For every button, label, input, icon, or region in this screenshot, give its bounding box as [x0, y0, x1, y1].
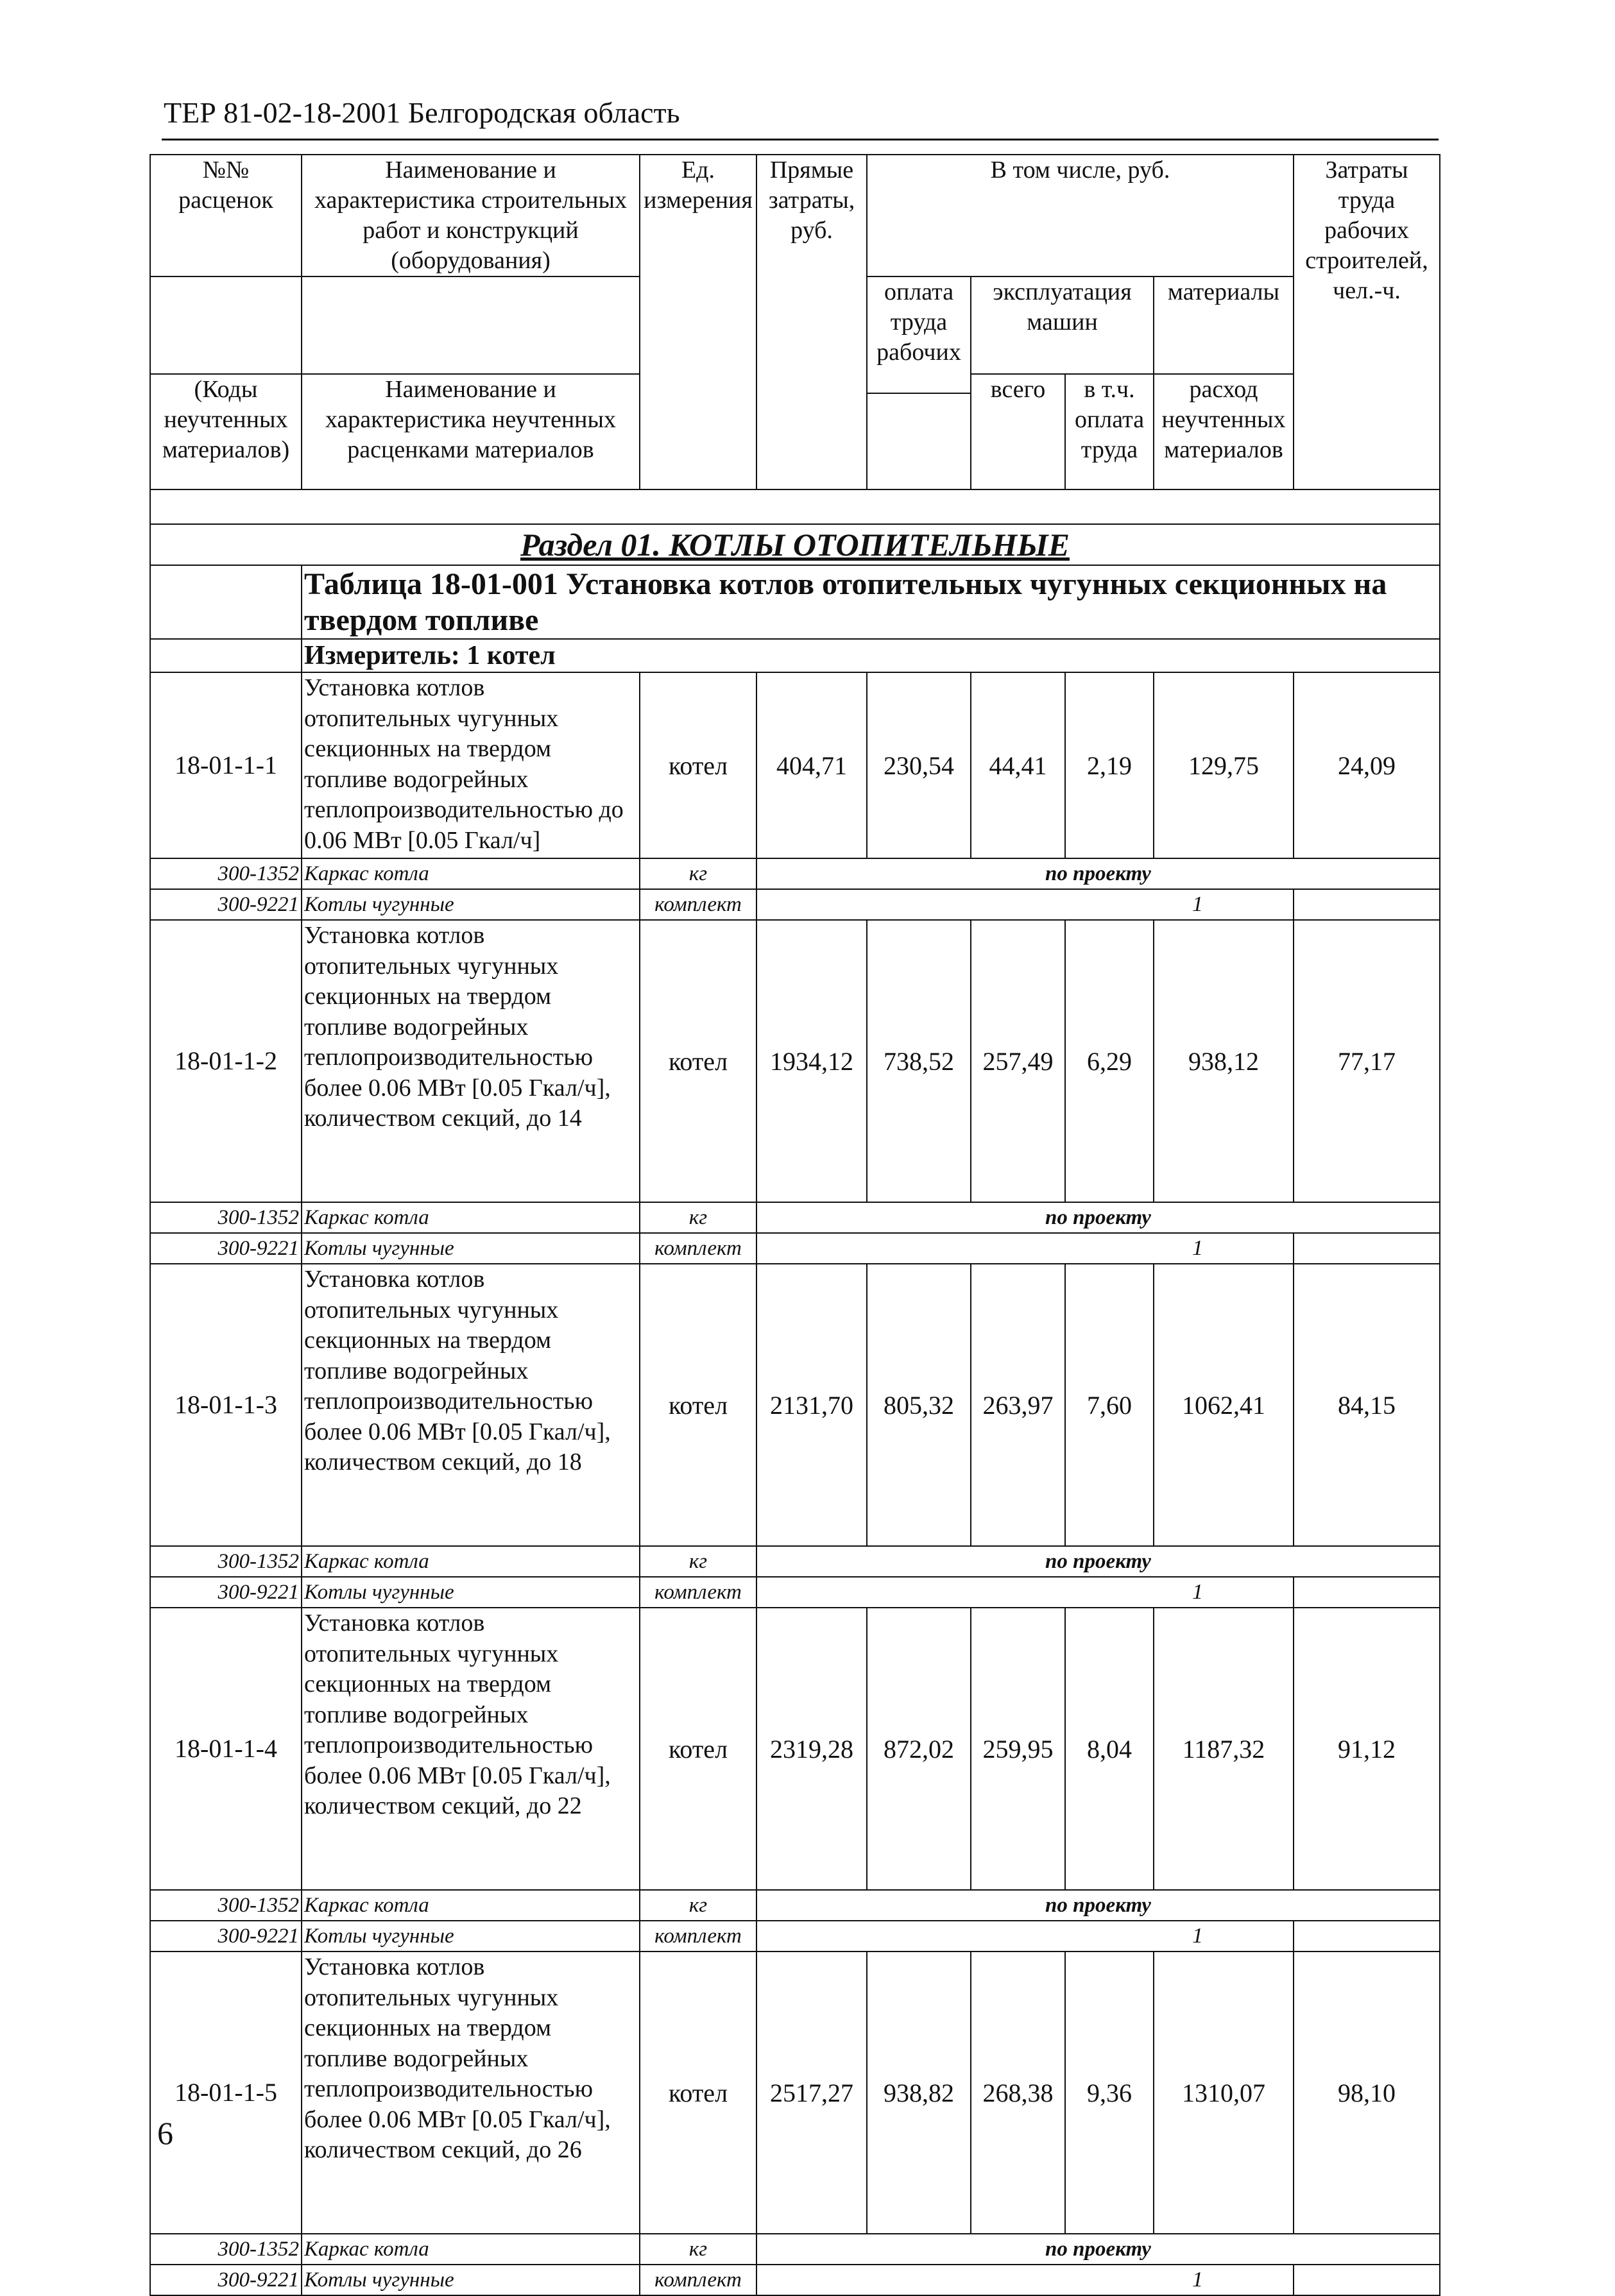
rate-materials: 129,75 — [1154, 672, 1294, 858]
rate-direct-cost: 2131,70 — [756, 1264, 867, 1546]
spacer-row — [150, 489, 1440, 524]
header-mat-names: Наименование и характеристика неучтенных расценками материалов — [302, 374, 640, 489]
header-unit: Ед. измерения — [640, 155, 756, 489]
material-code: 300-9221 — [150, 889, 302, 920]
material-name: Каркас котла — [302, 1202, 640, 1233]
material-value: 1 — [756, 2265, 1294, 2295]
rate-direct-cost: 2319,28 — [756, 1608, 867, 1890]
material-unit: комплект — [640, 1233, 756, 1264]
rate-machines-total: 263,97 — [971, 1264, 1065, 1546]
rate-materials: 1062,41 — [1154, 1264, 1294, 1546]
material-value: 1 — [756, 1577, 1294, 1608]
rate-machines-pay: 6,29 — [1065, 920, 1154, 1202]
material-value: 1 — [756, 889, 1294, 920]
header-labor: Затраты труда рабочих строителей, чел.-ч. — [1294, 155, 1440, 489]
page-header: ТЕР 81-02-18-2001 Белгородская область — [164, 96, 680, 129]
rate-labor-pay: 938,82 — [867, 1952, 971, 2234]
header-code-spacer — [150, 276, 302, 374]
material-row — [150, 858, 1440, 889]
rate-code: 18-01-1-4 — [150, 1608, 302, 1890]
table-row — [150, 1608, 1440, 1890]
material-code: 300-1352 — [150, 858, 302, 889]
material-row — [150, 1890, 1440, 1921]
rate-code: 18-01-1-1 — [150, 672, 302, 858]
material-value: 1 — [756, 1233, 1294, 1264]
material-code: 300-9221 — [150, 1921, 302, 1952]
material-unit: кг — [640, 1890, 756, 1921]
material-row — [150, 1921, 1440, 1952]
table-row — [150, 920, 1440, 1202]
rate-machines-pay: 9,36 — [1065, 1952, 1154, 2234]
rate-direct-cost: 404,71 — [756, 672, 867, 858]
rate-materials: 1310,07 — [1154, 1952, 1294, 2234]
rate-description: Установка котлов отопительных чугунных секционных на твердом топливе водогрейных теплопроизводительностью более 0.06 МВт [0.05 Гкал/ч], количеством секций, до 22 — [302, 1608, 640, 1890]
material-row — [150, 1546, 1440, 1577]
material-code: 300-1352 — [150, 1202, 302, 1233]
rate-labor-hours: 24,09 — [1294, 672, 1440, 858]
rate-unit: котел — [640, 672, 756, 858]
rate-description: Установка котлов отопительных чугунных секционных на твердом топливе водогрейных теплопроизводительностью более 0.06 МВт [0.05 Гкал/ч], количеством секций, до 14 — [302, 920, 640, 1202]
material-unit: комплект — [640, 1921, 756, 1952]
rate-description: Установка котлов отопительных чугунных секционных на твердом топливе водогрейных теплопроизводительностью более 0.06 МВт [0.05 Гкал/ч], количеством секций, до 18 — [302, 1264, 640, 1546]
rate-machines-total: 268,38 — [971, 1952, 1065, 2234]
header-total: всего — [971, 374, 1065, 489]
material-unit: кг — [640, 1202, 756, 1233]
header-materials: материалы — [1154, 276, 1294, 374]
header-incl: В том числе, руб. — [867, 155, 1294, 276]
rate-code: 18-01-1-3 — [150, 1264, 302, 1546]
material-value: по проекту — [756, 858, 1440, 889]
rate-labor-hours: 84,15 — [1294, 1264, 1440, 1546]
header-pay: оплата труда рабочих — [867, 276, 971, 393]
material-name: Котлы чугунные — [302, 1577, 640, 1608]
material-name: Котлы чугунные — [302, 1233, 640, 1264]
rate-description: Установка котлов отопительных чугунных секционных на твердом топливе водогрейных теплопроизводительностью до 0.06 МВт [0.05 Гкал/ч] — [302, 672, 640, 858]
material-unit: кг — [640, 1546, 756, 1577]
rate-machines-total: 259,95 — [971, 1608, 1065, 1890]
material-unit: комплект — [640, 2265, 756, 2295]
header-pay-spacer — [867, 393, 971, 489]
material-unit: кг — [640, 858, 756, 889]
section-title: Раздел 01. КОТЛЫ ОТОПИТЕЛЬНЫЕ — [150, 524, 1440, 565]
measure: Измеритель: 1 котел — [302, 639, 1440, 672]
rate-unit: котел — [640, 920, 756, 1202]
material-row — [150, 1233, 1440, 1264]
header-unaccounted: расход неучтенных материалов — [1154, 374, 1294, 489]
rate-unit: котел — [640, 1952, 756, 2234]
rate-description: Установка котлов отопительных чугунных секционных на твердом топливе водогрейных теплопроизводительностью более 0.06 МВт [0.05 Гкал/ч], количеством секций, до 26 — [302, 1952, 640, 2234]
material-name: Котлы чугунные — [302, 889, 640, 920]
rate-machines-pay: 7,60 — [1065, 1264, 1154, 1546]
material-unit: кг — [640, 2234, 756, 2265]
rate-labor-hours: 98,10 — [1294, 1952, 1440, 2234]
table-row — [150, 672, 1440, 858]
material-name: Каркас котла — [302, 2234, 640, 2265]
material-empty — [1294, 2265, 1440, 2295]
table-row — [150, 1952, 1440, 2234]
page-number: 6 — [157, 2115, 173, 2151]
material-name: Каркас котла — [302, 1890, 640, 1921]
rate-labor-pay: 230,54 — [867, 672, 971, 858]
measure-spacer — [150, 639, 302, 672]
rate-labor-pay: 872,02 — [867, 1608, 971, 1890]
material-row — [150, 1577, 1440, 1608]
rate-code: 18-01-1-5 — [150, 1952, 302, 2234]
header-direct: Прямые затраты, руб. — [756, 155, 867, 489]
material-name: Каркас котла — [302, 858, 640, 889]
material-unit: комплект — [640, 1577, 756, 1608]
rate-machines-pay: 2,19 — [1065, 672, 1154, 858]
rate-code: 18-01-1-2 — [150, 920, 302, 1202]
rate-direct-cost: 2517,27 — [756, 1952, 867, 2234]
rate-unit: котел — [640, 1608, 756, 1890]
material-empty — [1294, 1233, 1440, 1264]
rate-direct-cost: 1934,12 — [756, 920, 867, 1202]
material-name: Котлы чугунные — [302, 1921, 640, 1952]
table-title: Таблица 18-01-001 Установка котлов отопительных чугунных секционных на твердом топливе — [302, 565, 1440, 639]
material-row — [150, 2234, 1440, 2265]
material-name: Котлы чугунные — [302, 2265, 640, 2295]
material-empty — [1294, 1921, 1440, 1952]
material-code: 300-1352 — [150, 1546, 302, 1577]
rate-materials: 1187,32 — [1154, 1608, 1294, 1890]
material-row — [150, 889, 1440, 920]
material-code: 300-9221 — [150, 1577, 302, 1608]
rate-machines-pay: 8,04 — [1065, 1608, 1154, 1890]
material-value: по проекту — [756, 1890, 1440, 1921]
material-value: по проекту — [756, 1202, 1440, 1233]
material-value: по проекту — [756, 1546, 1440, 1577]
rate-labor-hours: 77,17 — [1294, 920, 1440, 1202]
rate-labor-pay: 805,32 — [867, 1264, 971, 1546]
header-rule — [162, 139, 1439, 140]
rate-machines-total: 44,41 — [971, 672, 1065, 858]
rates-table — [150, 154, 1440, 2296]
material-code: 300-1352 — [150, 2234, 302, 2265]
header-name: Наименование и характеристика строительных работ и конструкций (оборудования) — [302, 155, 640, 276]
material-unit: комплект — [640, 889, 756, 920]
material-value: по проекту — [756, 2234, 1440, 2265]
material-code: 300-1352 — [150, 1890, 302, 1921]
material-code: 300-9221 — [150, 2265, 302, 2295]
rate-labor-hours: 91,12 — [1294, 1608, 1440, 1890]
header-machines: эксплуатация машин — [971, 276, 1154, 374]
header-incl-pay: в т.ч. оплата труда — [1065, 374, 1154, 489]
material-value: 1 — [756, 1921, 1294, 1952]
material-row — [150, 1202, 1440, 1233]
header-mat-codes: (Коды неучтенных материалов) — [150, 374, 302, 489]
header-code: №№ расценок — [150, 155, 302, 276]
material-empty — [1294, 889, 1440, 920]
rate-labor-pay: 738,52 — [867, 920, 971, 1202]
table-row — [150, 1264, 1440, 1546]
table-title-spacer — [150, 565, 302, 639]
rate-machines-total: 257,49 — [971, 920, 1065, 1202]
material-row — [150, 2265, 1440, 2295]
rate-materials: 938,12 — [1154, 920, 1294, 1202]
material-code: 300-9221 — [150, 1233, 302, 1264]
material-empty — [1294, 1577, 1440, 1608]
material-name: Каркас котла — [302, 1546, 640, 1577]
rate-unit: котел — [640, 1264, 756, 1546]
header-name-spacer — [302, 276, 640, 374]
table-body — [150, 155, 1440, 2295]
